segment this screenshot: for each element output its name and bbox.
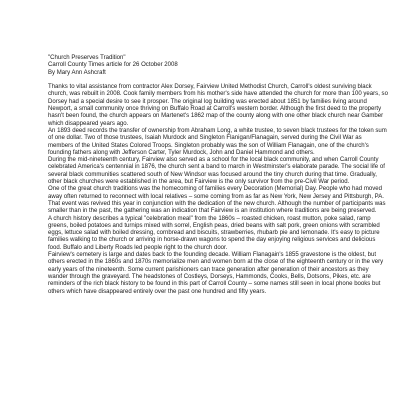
paragraph-deed: An 1893 deed records the transfer of ownership from Abraham Long, a white trustee, to seven black trustees for the token sum of one dollar. Two of those trustees, Isaiah Murdock and Singleton Flanigan/Flanagain, served during the Civil War as members of the United States Colored Troops. Singleton probably was the son of William Flanagain, one of the church's founding fathers along with Jefferson Carter, Tyler Murdock, John and Daniel Hammond and others. [48, 127, 387, 156]
publication-line: Carroll County Times article for 26 October 2008 [48, 62, 178, 69]
paragraph-meal: A church history describes a typical "celebration meal" from the 1860s – roasted chicken, roast mutton, poke salad, ramp greens, boiled potatoes and turnips mixed with sorrel, English peas, dried beans with salt pork, green onions with scrambled eggs, lettuce salad with boiled dressing, cornbread and biscuits, strawberries, rhubarb pie and lemonade. It's easy to picture families walking to the church or arriving in horse-drawn wagons to spend the day enjoying religious services and delicious food. Buffalo and Liberty Roads led people right to the church door. [48, 215, 380, 251]
paragraph-intro: Thanks to vital assistance from contractor Alex Dorsey, Fairview United Methodist Church, Carroll's oldest surviving black church, was rebuilt in 2008. Cook family members from his mother's side have attended the church for more than 100 years, so Dorsey had a special desire to see it prosper. The original log building was erected about 1851 by families living around Newport, a small community once thriving on Buffalo Road at Carroll's western border. Although the first deed to the property hasn't been found, the church appears on Martenet's 1862 map of the county along with one other black church near Gamber which disappeared years ago. [48, 84, 388, 127]
spacer [48, 77, 388, 84]
paragraph-school: During the mid-nineteenth century, Fairview also served as a school for the local black community, and when Carroll County celebrated America's centennial in 1876, the church sent a band to march in Westminster's elaborate parade. The social life of several black communities scattered south of New Windsor was focused around the tiny church during that time. Gradually, other black churches were established in the area, but Fairview is the only survivor from the pre-Civil War period. [48, 157, 385, 186]
article-body [48, 55, 388, 296]
byline: By Mary Ann Ashcraft [48, 69, 106, 76]
article-title: "Church Preserves Tradition" [48, 55, 126, 61]
paragraph-homecoming: One of the great church traditions was the homecoming of families every Decoration (Memorial) Day. People who had moved away often returned to reconnect with local relatives – some coming from as far as New York, New Jersey and Pittsburgh, PA. That event was revived this year in conjunction with the dedication of the new church. Although the number of participants was smaller than in the past, the gathering was an indication that Fairview is an institution where traditions are being preserved. [48, 186, 386, 215]
paragraph-cemetery: Fairview's cemetery is large and dates back to the founding decade. William Flanagain's 1855 gravestone is the oldest, but others erected in the 1860s and 1870s memorialize men and women born at the close of the eighteenth century or in the very early years of the nineteenth. Some current parishioners can trace generation after generation of their ancestors as they wander through the graveyard. The headstones of Costleys, Dorseys, Hammonds, Cooks, Bells, Dotsons, Pikes, etc. are reminders of the rich black history to be found in this part of Carroll County – some names still seen in local phone books but others which have disappeared entirely over the past one hundred and fifty years. [48, 252, 384, 295]
